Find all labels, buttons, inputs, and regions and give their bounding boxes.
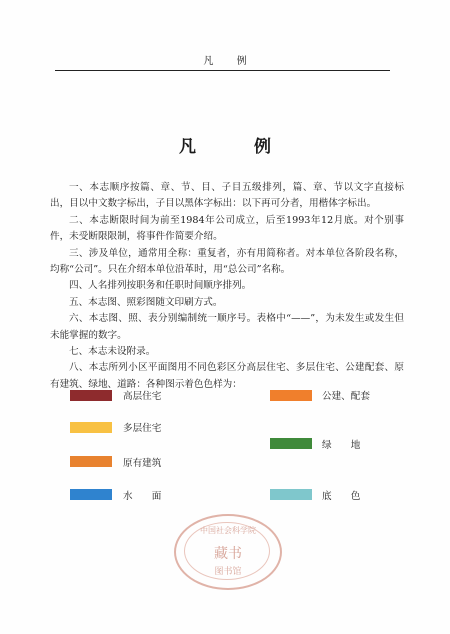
legend-label-multi-storey: 多层住宅 — [123, 423, 162, 434]
page-title: 凡 例 — [179, 137, 297, 157]
running-header: 凡 例 — [203, 56, 257, 67]
library-stamp — [174, 514, 282, 590]
swatch-existing — [70, 456, 112, 467]
legend-label-public: 公建、配套 — [322, 391, 370, 402]
legend-label-water: 水 面 — [123, 491, 162, 502]
paragraph-3: 三、涉及单位，通常用全称：重复者，亦有用简称者。对本单位各阶段名称，均称“公司”。只在介绍本单位沿革时，用“总公司”名称。 — [50, 247, 404, 276]
paragraph-6: 六、本志图、照、表分别编制统一顺序号。表格中“——”，为未发生或发生但未能掌握的数字。 — [50, 313, 404, 341]
stamp-center-text: 藏书 — [214, 546, 242, 562]
swatch-green — [270, 438, 312, 449]
paragraph-5: 五、本志图、照彩图随文印刷方式。 — [69, 296, 223, 308]
paragraph-2: 二、本志断限时间为前至1984年公司成立，后至1993年12月底。对个别事件，未受断限限制，将事件作简要介绍。 — [50, 214, 404, 243]
paragraph-8: 八、本志所列小区平面图用不同色彩区分高层住宅、多层住宅、公建配套、原有建筑、绿地、道路：各种图示着色色样为： — [50, 362, 404, 390]
swatch-public — [270, 390, 312, 401]
paragraph-1: 一、本志顺序按篇、章、节、目、子目五级排列，篇、章、节以文字直接标出，目以中文数字标出，子目以黑体字标出：以下再可分者，用楷体字标出。 — [50, 182, 404, 210]
swatch-multi-storey — [70, 422, 112, 433]
paragraph-7: 七、本志未设附录。 — [69, 346, 156, 358]
legend-label-high-rise: 高层住宅 — [123, 391, 162, 402]
legend-label-green: 绿 地 — [322, 440, 361, 451]
stamp-top-text: 中国社会科学院 — [200, 526, 256, 535]
legend-label-existing: 原有建筑 — [123, 458, 162, 469]
legend-label-base: 底 色 — [322, 491, 361, 502]
paragraph-4: 四、人名排列按职务和任职时间顺序排列。 — [69, 280, 252, 292]
swatch-high-rise — [70, 390, 112, 401]
swatch-base — [270, 489, 312, 500]
swatch-water — [70, 489, 112, 500]
stamp-bottom-text: 图书馆 — [214, 567, 242, 577]
